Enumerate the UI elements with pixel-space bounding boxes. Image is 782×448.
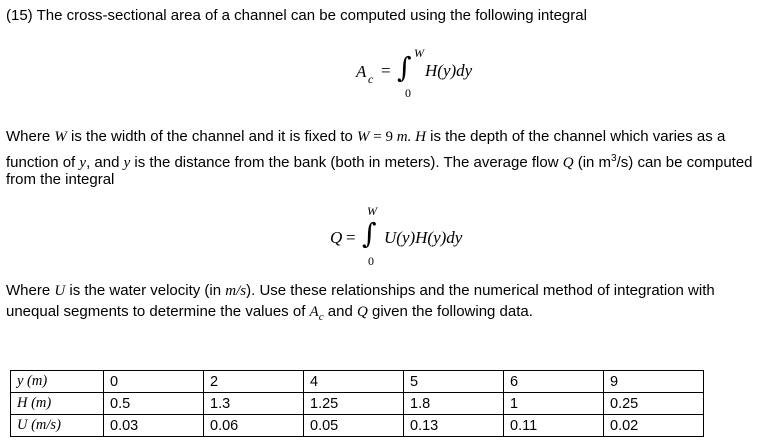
eq2-lhs: Q — [330, 228, 343, 247]
table-cell: 0.13 — [404, 415, 504, 437]
table-row — [11, 393, 704, 415]
text: , and — [86, 154, 124, 171]
table-cell: 1 — [504, 393, 604, 415]
table-cell: 0.25 — [604, 393, 704, 415]
table-cell: 1.25 — [304, 393, 404, 415]
row-label: U (m/s) — [11, 415, 104, 437]
var-q: Q — [356, 304, 368, 320]
text: is the width of the channel and it is fixed to — [66, 128, 358, 145]
paragraph-2-line-1 — [6, 127, 725, 147]
text: and — [323, 303, 357, 320]
row-label: H (m) — [11, 393, 104, 415]
table-cell: 9 — [604, 371, 704, 393]
table-cell: 1.8 — [404, 393, 504, 415]
text: function of — [6, 154, 80, 171]
eq2-equals: = — [346, 228, 356, 247]
table-cell: 0.05 — [304, 415, 404, 437]
width-value: 9 — [385, 129, 393, 145]
text: is the depth of the channel which varies as a — [425, 128, 726, 145]
var-a: A — [309, 304, 319, 320]
table-cell: 6 — [504, 371, 604, 393]
eq1-equals: = — [381, 61, 391, 80]
var-u: U — [54, 283, 66, 299]
intro-text: The cross-sectional area of a channel can be computed using the following integral — [36, 7, 587, 24]
table-cell: 2 — [204, 371, 304, 393]
var-w: W — [357, 129, 370, 145]
text: given the following data. — [367, 303, 533, 320]
table-row — [11, 415, 704, 437]
data-table — [10, 370, 704, 437]
table-cell: 5 — [404, 371, 504, 393]
superscript: 3 — [611, 153, 617, 164]
eq2-integrand: U(y)H(y)dy — [384, 228, 463, 247]
table-cell: 1.3 — [204, 393, 304, 415]
paragraph-3-line-2 — [6, 302, 533, 327]
text: (in m — [573, 154, 612, 171]
text: is the water velocity (in — [65, 282, 226, 299]
eq2-upper: W — [367, 204, 377, 218]
var-y: y — [79, 155, 87, 171]
table-cell: 0.06 — [204, 415, 304, 437]
row-label: y (m) — [11, 371, 104, 393]
var-h: H — [411, 129, 426, 145]
paragraph-2-line-2 — [6, 149, 753, 173]
var-q: Q — [562, 155, 574, 171]
table-cell: 0.03 — [104, 415, 204, 437]
eq1-lhs: A — [356, 62, 367, 81]
text: is the distance from the bank (both in meters). The average flow — [130, 154, 563, 171]
table-cell: 0.02 — [604, 415, 704, 437]
eq1-lower: 0 — [405, 86, 411, 100]
var-w: W — [54, 129, 67, 145]
unit: m. — [393, 129, 412, 145]
eq1-lhs-sub: c — [368, 72, 374, 86]
table-row — [11, 371, 704, 393]
table-cell: 0.5 — [104, 393, 204, 415]
table-cell: 4 — [304, 371, 404, 393]
text: ). Use these relationships and the numerical method of integration with — [246, 282, 715, 299]
unit: m/s — [225, 283, 247, 299]
paragraph-2-line-3: from the integral — [6, 171, 115, 188]
eq2-lower: 0 — [368, 254, 374, 268]
integral-sign-icon: ∫ — [362, 217, 377, 250]
text: Where — [6, 282, 55, 299]
subscript: c — [318, 311, 324, 323]
text: unequal segments to determine the values of — [6, 303, 310, 320]
problem-number: (15) — [6, 7, 33, 24]
eq1-integrand: H(y)dy — [425, 61, 473, 80]
table-cell: 0 — [104, 371, 204, 393]
paragraph-3-line-1 — [6, 281, 715, 301]
table-cell: 0.11 — [504, 415, 604, 437]
problem-intro — [6, 6, 587, 26]
equals: = — [369, 129, 386, 145]
eq1-upper: W — [414, 46, 424, 60]
integral-sign-icon: ∫ — [397, 51, 412, 84]
text: Where — [6, 128, 55, 145]
text: /s) can be computed — [616, 154, 753, 171]
var-y: y — [123, 155, 131, 171]
